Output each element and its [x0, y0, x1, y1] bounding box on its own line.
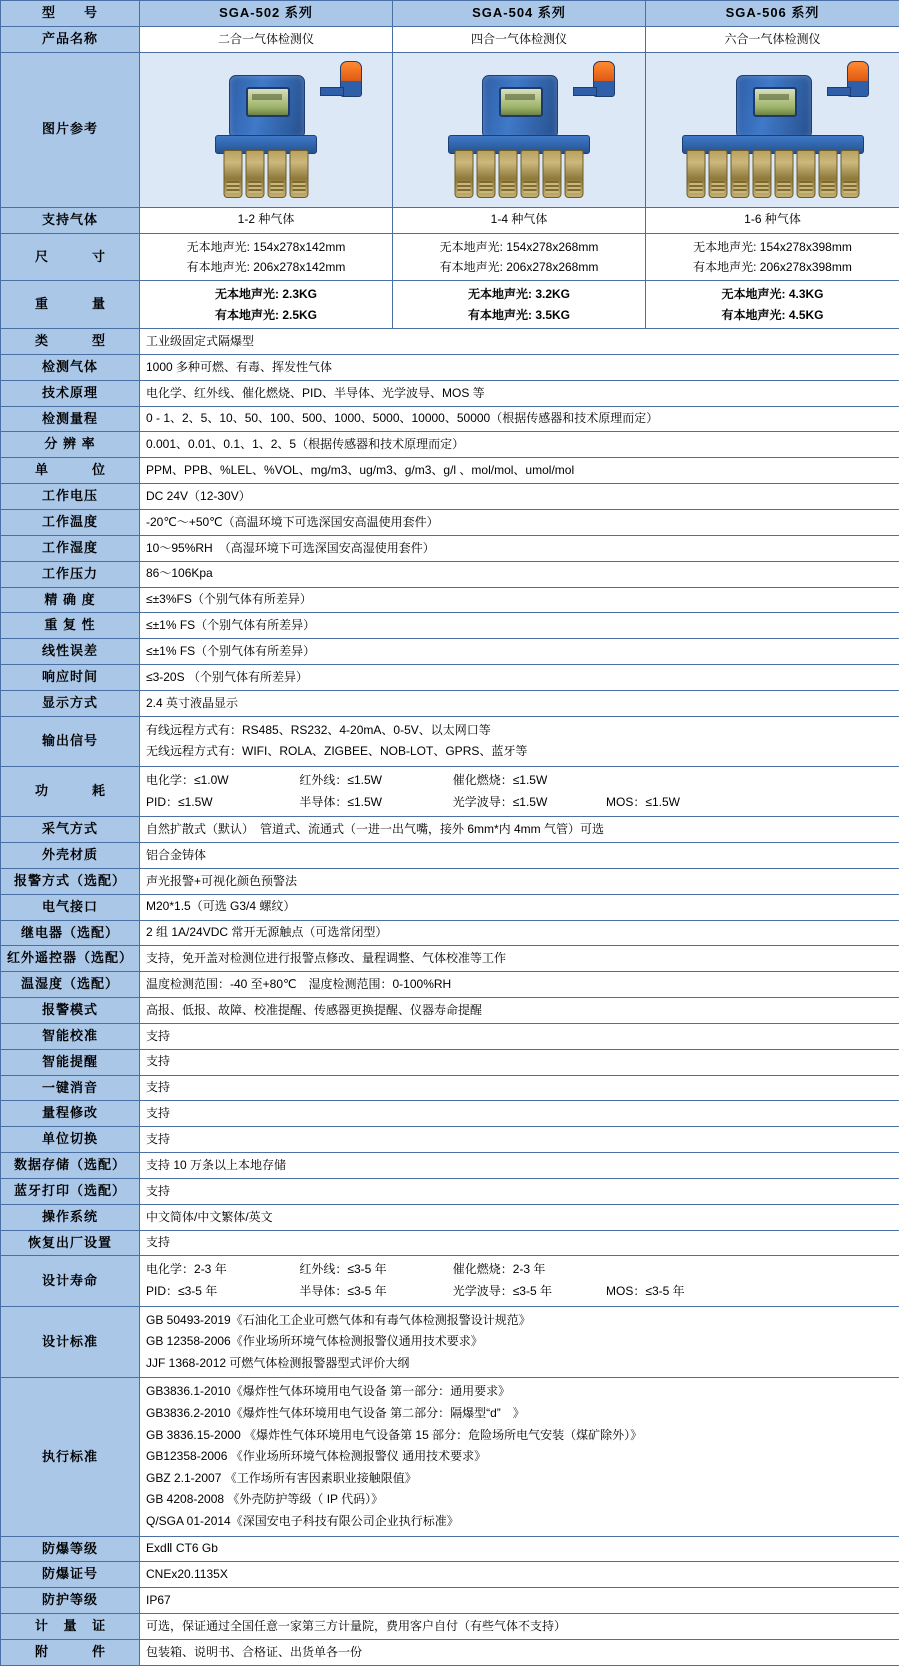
- row-value-unit-switch: 支持: [140, 1127, 899, 1153]
- row-value-detect-gas: 1000 多种可燃、有毒、挥发性气体: [140, 354, 899, 380]
- sensor-probe: [818, 150, 837, 198]
- row-value-linearity: ≤±1% FS（个别气体有所差异）: [140, 639, 899, 665]
- power-line-2: [146, 792, 893, 814]
- table-row-model: [1, 1, 899, 27]
- sensor-probe: [686, 150, 705, 198]
- row-label-unit-switch: 单位切换: [1, 1127, 140, 1153]
- power-infrared: 红外线：≤1.5W: [299, 770, 449, 792]
- row-label-type: 类 型: [1, 329, 140, 355]
- table-row-spec: [1, 510, 899, 536]
- life-semiconductor: 半导体：≤3-5 年: [299, 1281, 449, 1303]
- power-electrochemical: 电化学：≤1.0W: [146, 770, 296, 792]
- row-label-linearity: 线性误差: [1, 639, 140, 665]
- row-value-sampling: 自然扩散式（默认） 管道式、流通式（一进一出气嘴，接外 6mm*内 4mm 气管）可选: [140, 817, 899, 843]
- row-value-alarm-mode: 高报、低报、故障、校准提醒、传感器更换提醒、仪器寿命提醒: [140, 998, 899, 1024]
- table-row-spec: [1, 842, 899, 868]
- row-label-detect-gas: 检测气体: [1, 354, 140, 380]
- life-pid: PID：≤3-5 年: [146, 1281, 296, 1303]
- life-mos: MOS：≤3-5 年: [606, 1281, 685, 1303]
- design-life-line-2: [146, 1281, 893, 1303]
- row-value-bluetooth-print: 支持: [140, 1178, 899, 1204]
- table-row-spec: [1, 484, 899, 510]
- row-value-ip-grade: IP67: [140, 1588, 899, 1614]
- table-row-spec: [1, 1023, 899, 1049]
- weight-1: [140, 281, 393, 329]
- sensor-probe: [290, 150, 309, 198]
- table-row-spec: [1, 587, 899, 613]
- table-row-spec: [1, 1588, 899, 1614]
- size-2-line1: 无本地声光: 154x278x268mm: [399, 237, 639, 257]
- table-row-size: [1, 233, 899, 281]
- life-infrared: 红外线：≤3-5 年: [299, 1259, 449, 1281]
- table-row-spec: [1, 432, 899, 458]
- row-label-accessories: 附 件: [1, 1639, 140, 1665]
- row-value-technology: 电化学、红外线、催化燃烧、PID、半导体、光学波导、MOS 等: [140, 380, 899, 406]
- table-row-spec: [1, 1127, 899, 1153]
- power-pid: PID：≤1.5W: [146, 792, 296, 814]
- table-row-spec: [1, 1204, 899, 1230]
- size-3-line1: 无本地声光: 154x278x398mm: [652, 237, 893, 257]
- table-row-spec: [1, 406, 899, 432]
- sensor-probe: [708, 150, 727, 198]
- row-label-metering-certificate: 计 量 证: [1, 1614, 140, 1640]
- table-row-spec: [1, 458, 899, 484]
- exec-standard-line: GB3836.2-2010《爆炸性气体环境用电气设备 第二部分：隔爆型“d” 》: [146, 1403, 893, 1425]
- size-3: [646, 233, 899, 281]
- exec-standard-line: GB 3836.15-2000 《爆炸性气体环境用电气设备第 15 部分：危险场所电气安装（煤矿除外）》: [146, 1425, 893, 1447]
- weight-2: [393, 281, 646, 329]
- support-gas-1: 1-2 种气体: [140, 207, 393, 233]
- table-row-spec: [1, 1178, 899, 1204]
- row-label-bluetooth-print: 蓝牙打印（选配）: [1, 1178, 140, 1204]
- row-value-electrical-interface: M20*1.5（可选 G3/4 螺纹）: [140, 894, 899, 920]
- gas-detector-illustration-1: [156, 57, 376, 202]
- model-header-2: SGA-504 系列: [393, 1, 646, 27]
- design-standard-line: GB 12358-2006《作业场所环境气体检测报警仪通用技术要求》: [146, 1331, 893, 1353]
- table-row-spec: [1, 1536, 899, 1562]
- row-label-voltage: 工作电压: [1, 484, 140, 510]
- sensor-probe: [543, 150, 562, 198]
- size-2-line2: 有本地声光: 206x278x268mm: [399, 257, 639, 277]
- row-label-ip-grade: 防护等级: [1, 1588, 140, 1614]
- table-row-spec: [1, 946, 899, 972]
- table-row-weight: [1, 281, 899, 329]
- table-row-design-standard: [1, 1306, 899, 1378]
- design-life-line-1: [146, 1259, 893, 1281]
- row-label-power: 功 耗: [1, 766, 140, 816]
- life-catalytic: 催化燃烧：2-3 年: [453, 1259, 546, 1281]
- model-header-1: SGA-502 系列: [140, 1, 393, 27]
- table-row-exec-standard: [1, 1378, 899, 1536]
- table-row-spec: [1, 998, 899, 1024]
- row-value-exec-standard: [140, 1378, 899, 1536]
- sensor-probe: [455, 150, 474, 198]
- row-label-repeatability: 重 复 性: [1, 613, 140, 639]
- mounting-arm: [320, 87, 344, 96]
- power-semiconductor: 半导体：≤1.5W: [299, 792, 449, 814]
- row-value-repeatability: ≤±1% FS（个别气体有所差异）: [140, 613, 899, 639]
- row-value-type: 工业级固定式隔爆型: [140, 329, 899, 355]
- row-value-display: 2.4 英寸液晶显示: [140, 690, 899, 716]
- row-label-sampling: 采气方式: [1, 817, 140, 843]
- sensor-probe: [477, 150, 496, 198]
- mounting-arm: [827, 87, 851, 96]
- row-value-one-key-mute: 支持: [140, 1075, 899, 1101]
- row-value-metering-certificate: 可选，保证通过全国任意一家第三方计量院，费用客户自付（有些气体不支持）: [140, 1614, 899, 1640]
- row-label-smart-reminder: 智能提醒: [1, 1049, 140, 1075]
- output-signal-wireless: 无线远程方式有：WIFI、ROLA、ZIGBEE、NOB-LOT、GPRS、蓝牙等: [146, 741, 893, 763]
- exec-standard-line: GB 4208-2008 《外壳防护等级（ IP 代码）》: [146, 1489, 893, 1511]
- table-row-spec: [1, 329, 899, 355]
- row-value-response-time: ≤3-20S （个别气体有所差异）: [140, 665, 899, 691]
- row-value-resolution: 0.001、0.01、0.1、1、2、5（根据传感器和技术原理而定）: [140, 432, 899, 458]
- row-label-image-reference: 图片参考: [1, 52, 140, 207]
- row-label-relay: 继电器（选配）: [1, 920, 140, 946]
- sensor-probe: [840, 150, 859, 198]
- row-label-one-key-mute: 一键消音: [1, 1075, 140, 1101]
- row-value-pressure: 86～106Kpa: [140, 561, 899, 587]
- size-1-line1: 无本地声光: 154x278x142mm: [146, 237, 386, 257]
- sensor-probe: [565, 150, 584, 198]
- weight-2-line1: 无本地声光: 3.2KG: [399, 284, 639, 304]
- detector-display-screen: [246, 87, 290, 117]
- table-row-product-name: [1, 26, 899, 52]
- row-label-housing: 外壳材质: [1, 842, 140, 868]
- table-row-spec: [1, 894, 899, 920]
- row-label-display: 显示方式: [1, 690, 140, 716]
- table-row-design-life: [1, 1256, 899, 1306]
- table-row-spec: [1, 535, 899, 561]
- model-header-3: SGA-506 系列: [646, 1, 899, 27]
- table-row-spec: [1, 354, 899, 380]
- sensor-probe: [268, 150, 287, 198]
- row-value-accessories: 包装箱、说明书、合格证、出货单各一份: [140, 1639, 899, 1665]
- table-row-spec: [1, 1075, 899, 1101]
- product-name-1: 二合一气体检测仪: [140, 26, 393, 52]
- exec-standard-line: GBZ 2.1-2007 《工作场所有害因素职业接触限值》: [146, 1468, 893, 1490]
- table-row-spec: [1, 665, 899, 691]
- weight-3-line2: 有本地声光: 4.5KG: [652, 305, 893, 325]
- life-optical-waveguide: 光学波导：≤3-5 年: [453, 1281, 603, 1303]
- row-value-relay: 2 组 1A/24VDC 常开无源触点（可选常闭型）: [140, 920, 899, 946]
- row-label-support-gas: 支持气体: [1, 207, 140, 233]
- row-value-housing: 铝合金铸体: [140, 842, 899, 868]
- table-row-spec: [1, 1049, 899, 1075]
- row-value-design-standard: [140, 1306, 899, 1378]
- row-value-os: 中文简体/中文繁体/英文: [140, 1204, 899, 1230]
- sensor-probe: [730, 150, 749, 198]
- table-row-spec: [1, 380, 899, 406]
- row-label-exec-standard: 执行标准: [1, 1378, 140, 1536]
- product-image-2: [393, 52, 646, 207]
- gas-detector-illustration-3: [663, 57, 883, 202]
- row-value-range: 0 - 1、2、5、10、50、100、500、1000、5000、10000、50000（根据传感器和技术原理而定）: [140, 406, 899, 432]
- support-gas-3: 1-6 种气体: [646, 207, 899, 233]
- power-optical-waveguide: 光学波导：≤1.5W: [453, 792, 603, 814]
- row-value-ex-grade: ExdⅡ CT6 Gb: [140, 1536, 899, 1562]
- row-label-design-life: 设计寿命: [1, 1256, 140, 1306]
- detector-display-screen: [499, 87, 543, 117]
- table-row-spec: [1, 613, 899, 639]
- design-standard-line: JJF 1368-2012 可燃气体检测报警器型式评价大纲: [146, 1353, 893, 1375]
- output-signal-wired: 有线远程方式有：RS485、RS232、4-20mA、0-5V、以太网口等: [146, 720, 893, 742]
- weight-1-line2: 有本地声光: 2.5KG: [146, 305, 386, 325]
- table-row-spec: [1, 1230, 899, 1256]
- row-value-range-modify: 支持: [140, 1101, 899, 1127]
- weight-3-line1: 无本地声光: 4.3KG: [652, 284, 893, 304]
- gas-detector-illustration-2: [409, 57, 629, 202]
- row-value-alarm-type: 声光报警+可视化颜色预警法: [140, 868, 899, 894]
- row-label-range-modify: 量程修改: [1, 1101, 140, 1127]
- row-label-output-signal: 输出信号: [1, 716, 140, 766]
- sensor-probe: [796, 150, 815, 198]
- row-value-temp-humidity: 温度检测范围：-40 至+80℃ 湿度检测范围：0-100%RH: [140, 972, 899, 998]
- exec-standard-line: Q/SGA 01-2014《深国安电子科技有限公司企业执行标准》: [146, 1511, 893, 1533]
- row-label-response-time: 响应时间: [1, 665, 140, 691]
- detector-display-screen: [753, 87, 797, 117]
- table-row-spec: [1, 868, 899, 894]
- row-label-unit: 单 位: [1, 458, 140, 484]
- table-row-image-reference: [1, 52, 899, 207]
- table-row-spec: [1, 690, 899, 716]
- row-value-smart-calibration: 支持: [140, 1023, 899, 1049]
- exec-standard-line: GB3836.1-2010《爆炸性气体环境用电气设备 第一部分：通用要求》: [146, 1381, 893, 1403]
- row-value-voltage: DC 24V（12-30V）: [140, 484, 899, 510]
- size-2: [393, 233, 646, 281]
- product-name-2: 四合一气体检测仪: [393, 26, 646, 52]
- row-label-temp-humidity: 温湿度（选配）: [1, 972, 140, 998]
- table-row-output-signal: [1, 716, 899, 766]
- table-row-spec: [1, 561, 899, 587]
- table-row-spec: [1, 1101, 899, 1127]
- table-row-power: [1, 766, 899, 816]
- weight-1-line1: 无本地声光: 2.3KG: [146, 284, 386, 304]
- row-value-output-signal: [140, 716, 899, 766]
- row-label-pressure: 工作压力: [1, 561, 140, 587]
- row-label-range: 检测量程: [1, 406, 140, 432]
- table-row-spec: [1, 639, 899, 665]
- table-row-spec: [1, 817, 899, 843]
- table-row-spec: [1, 1639, 899, 1665]
- row-label-ir-remote: 红外遥控器（选配）: [1, 946, 140, 972]
- row-label-size: 尺 寸: [1, 233, 140, 281]
- support-gas-2: 1-4 种气体: [393, 207, 646, 233]
- row-label-temperature: 工作温度: [1, 510, 140, 536]
- row-value-temperature: -20℃～+50℃（高温环境下可选深国安高温使用套件）: [140, 510, 899, 536]
- row-label-factory-reset: 恢复出厂设置: [1, 1230, 140, 1256]
- row-label-accuracy: 精 确 度: [1, 587, 140, 613]
- power-catalytic: 催化燃烧：≤1.5W: [453, 770, 548, 792]
- row-label-data-storage: 数据存储（选配）: [1, 1153, 140, 1179]
- weight-2-line2: 有本地声光: 3.5KG: [399, 305, 639, 325]
- row-label-ex-certificate: 防爆证号: [1, 1562, 140, 1588]
- table-row-support-gas: [1, 207, 899, 233]
- mounting-arm: [573, 87, 597, 96]
- row-value-humidity: 10～95%RH （高湿环境下可选深国安高湿使用套件）: [140, 535, 899, 561]
- exec-standard-line: GB12358-2006 《作业场所环境气体检测报警仪 通用技术要求》: [146, 1446, 893, 1468]
- sensor-probe-group-3: [686, 150, 859, 198]
- row-label-electrical-interface: 电气接口: [1, 894, 140, 920]
- row-label-alarm-type: 报警方式（选配）: [1, 868, 140, 894]
- sensor-probe: [752, 150, 771, 198]
- row-value-smart-reminder: 支持: [140, 1049, 899, 1075]
- power-mos: MOS：≤1.5W: [606, 792, 680, 814]
- row-label-technology: 技术原理: [1, 380, 140, 406]
- sensor-probe: [246, 150, 265, 198]
- row-value-ir-remote: 支持，免开盖对检测位进行报警点修改、量程调整、气体校准等工作: [140, 946, 899, 972]
- row-label-ex-grade: 防爆等级: [1, 1536, 140, 1562]
- weight-3: [646, 281, 899, 329]
- row-label-product-name: 产品名称: [1, 26, 140, 52]
- sensor-probe: [224, 150, 243, 198]
- row-value-power: [140, 766, 899, 816]
- table-row-spec: [1, 1614, 899, 1640]
- row-label-alarm-mode: 报警模式: [1, 998, 140, 1024]
- size-1-line2: 有本地声光: 206x278x142mm: [146, 257, 386, 277]
- row-value-ex-certificate: CNEx20.1135X: [140, 1562, 899, 1588]
- sensor-probe-group-2: [455, 150, 584, 198]
- row-label-model: 型 号: [1, 1, 140, 27]
- size-3-line2: 有本地声光: 206x278x398mm: [652, 257, 893, 277]
- row-label-humidity: 工作湿度: [1, 535, 140, 561]
- row-label-design-standard: 设计标准: [1, 1306, 140, 1378]
- sensor-probe-group-1: [224, 150, 309, 198]
- table-row-spec: [1, 1562, 899, 1588]
- sensor-probe: [774, 150, 793, 198]
- row-value-data-storage: 支持 10 万条以上本地存储: [140, 1153, 899, 1179]
- row-value-unit: PPM、PPB、%LEL、%VOL、mg/m3、ug/m3、g/m3、g/l 、mol/mol、umol/mol: [140, 458, 899, 484]
- table-row-spec: [1, 1153, 899, 1179]
- design-standard-line: GB 50493-2019《石油化工企业可燃气体和有毒气体检测报警设计规范》: [146, 1310, 893, 1332]
- sensor-probe: [521, 150, 540, 198]
- power-line-1: [146, 770, 893, 792]
- row-label-resolution: 分 辨 率: [1, 432, 140, 458]
- product-image-3: [646, 52, 899, 207]
- row-label-os: 操作系统: [1, 1204, 140, 1230]
- size-1: [140, 233, 393, 281]
- row-value-design-life: [140, 1256, 899, 1306]
- product-image-1: [140, 52, 393, 207]
- table-row-spec: [1, 920, 899, 946]
- product-name-3: 六合一气体检测仪: [646, 26, 899, 52]
- sensor-probe: [499, 150, 518, 198]
- table-row-spec: [1, 972, 899, 998]
- row-value-accuracy: ≤±3%FS（个别气体有所差异）: [140, 587, 899, 613]
- row-label-smart-calibration: 智能校准: [1, 1023, 140, 1049]
- life-electrochemical: 电化学：2-3 年: [146, 1259, 296, 1281]
- row-label-weight: 重 量: [1, 281, 140, 329]
- row-value-factory-reset: 支持: [140, 1230, 899, 1256]
